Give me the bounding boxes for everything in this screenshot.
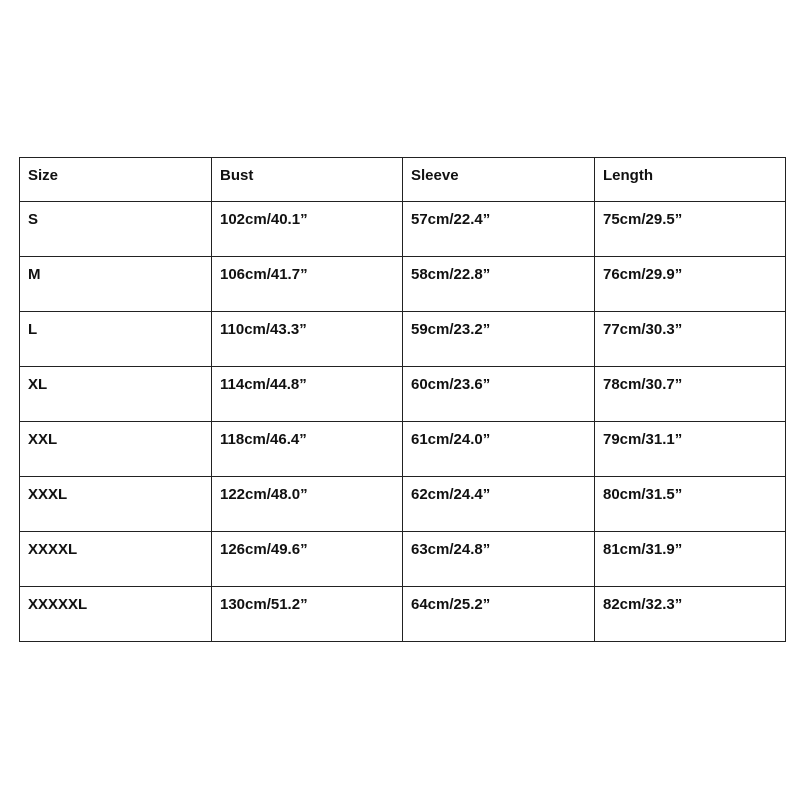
size-chart-table xyxy=(19,157,786,642)
cell-size: XXXL xyxy=(20,477,212,532)
header-bust: Bust xyxy=(212,158,403,202)
header-length: Length xyxy=(595,158,786,202)
table-row xyxy=(20,257,786,312)
cell-sleeve: 64cm/25.2” xyxy=(403,587,595,642)
cell-sleeve: 59cm/23.2” xyxy=(403,312,595,367)
cell-bust: 126cm/49.6” xyxy=(212,532,403,587)
cell-length: 82cm/32.3” xyxy=(595,587,786,642)
table-row xyxy=(20,367,786,422)
cell-length: 79cm/31.1” xyxy=(595,422,786,477)
cell-bust: 130cm/51.2” xyxy=(212,587,403,642)
cell-size: XL xyxy=(20,367,212,422)
cell-bust: 118cm/46.4” xyxy=(212,422,403,477)
cell-length: 80cm/31.5” xyxy=(595,477,786,532)
table-header-row xyxy=(20,158,786,202)
cell-size: XXL xyxy=(20,422,212,477)
cell-bust: 102cm/40.1” xyxy=(212,202,403,257)
header-size: Size xyxy=(20,158,212,202)
table-row xyxy=(20,422,786,477)
cell-sleeve: 57cm/22.4” xyxy=(403,202,595,257)
table-row xyxy=(20,202,786,257)
cell-sleeve: 63cm/24.8” xyxy=(403,532,595,587)
cell-sleeve: 58cm/22.8” xyxy=(403,257,595,312)
table-row xyxy=(20,587,786,642)
cell-size: L xyxy=(20,312,212,367)
cell-size: XXXXL xyxy=(20,532,212,587)
cell-length: 81cm/31.9” xyxy=(595,532,786,587)
header-sleeve: Sleeve xyxy=(403,158,595,202)
cell-bust: 110cm/43.3” xyxy=(212,312,403,367)
cell-size: S xyxy=(20,202,212,257)
cell-size: M xyxy=(20,257,212,312)
table-row xyxy=(20,312,786,367)
table-row xyxy=(20,532,786,587)
cell-length: 76cm/29.9” xyxy=(595,257,786,312)
cell-length: 78cm/30.7” xyxy=(595,367,786,422)
cell-size: XXXXXL xyxy=(20,587,212,642)
cell-bust: 114cm/44.8” xyxy=(212,367,403,422)
cell-length: 75cm/29.5” xyxy=(595,202,786,257)
cell-sleeve: 61cm/24.0” xyxy=(403,422,595,477)
cell-bust: 122cm/48.0” xyxy=(212,477,403,532)
cell-sleeve: 60cm/23.6” xyxy=(403,367,595,422)
table-row xyxy=(20,477,786,532)
cell-bust: 106cm/41.7” xyxy=(212,257,403,312)
cell-length: 77cm/30.3” xyxy=(595,312,786,367)
cell-sleeve: 62cm/24.4” xyxy=(403,477,595,532)
